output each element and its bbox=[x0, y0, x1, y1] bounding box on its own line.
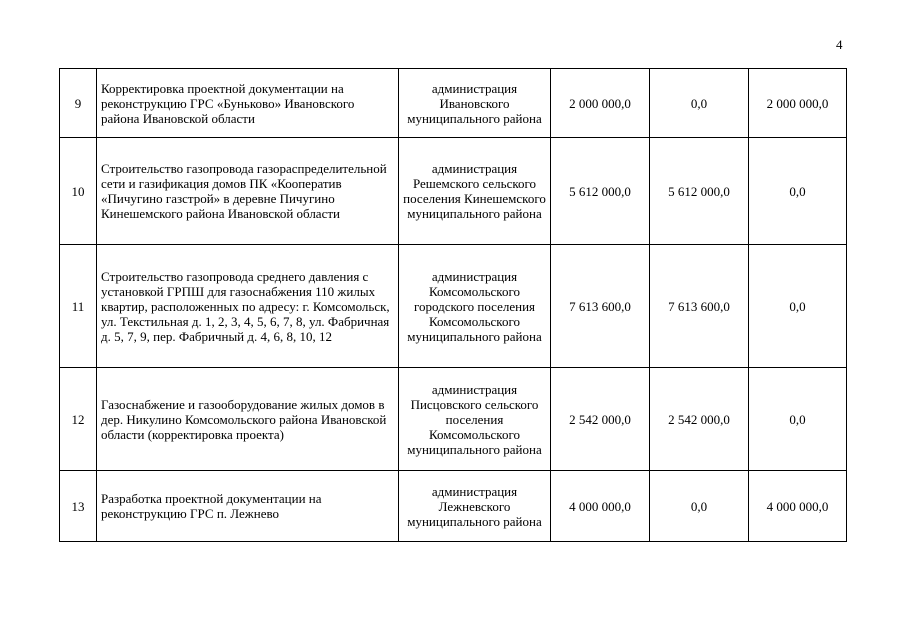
table-row bbox=[60, 471, 847, 542]
amount-column-2: 5 612 000,0 bbox=[650, 138, 749, 245]
amount-total: 2 000 000,0 bbox=[551, 69, 650, 138]
table-row bbox=[60, 138, 847, 245]
responsible-organization bbox=[399, 69, 551, 138]
project-name-text: Строительство газопровода газораспределительной сети и газификация домов ПК «Кооператив «Пичугино газстрой» в деревне Пичугино Кинешемского района Ивановской области bbox=[101, 161, 387, 221]
row-number: 9 bbox=[60, 69, 97, 138]
amount-column-2: 0,0 bbox=[650, 471, 749, 542]
amount-column-3: 0,0 bbox=[749, 138, 847, 245]
row-number: 12 bbox=[60, 368, 97, 471]
organization-text: администрация Решемского сельского поселения Кинешемского муниципального района bbox=[403, 161, 546, 221]
table-row bbox=[60, 69, 847, 138]
project-name-text: Разработка проектной документации на реконструкцию ГРС п. Лежнево bbox=[101, 491, 322, 521]
project-name-text: Корректировка проектной документации на реконструкцию ГРС «Буньково» Ивановского района Ивановской области bbox=[101, 80, 355, 126]
row-number: 11 bbox=[60, 245, 97, 368]
responsible-organization bbox=[399, 138, 551, 245]
amount-total: 2 542 000,0 bbox=[551, 368, 650, 471]
amount-column-3: 0,0 bbox=[749, 368, 847, 471]
project-name bbox=[97, 471, 399, 542]
page-number: 4 bbox=[836, 37, 843, 52]
organization-text: администрация Писцовского сельского поселения Комсомольского муниципального района bbox=[407, 381, 542, 457]
organization-text: администрация Комсомольского городского поселения Комсомольского муниципального района bbox=[407, 268, 542, 344]
amount-column-3: 2 000 000,0 bbox=[749, 69, 847, 138]
responsible-organization bbox=[399, 368, 551, 471]
amount-total: 7 613 600,0 bbox=[551, 245, 650, 368]
amount-total: 5 612 000,0 bbox=[551, 138, 650, 245]
project-name-text: Строительство газопровода среднего давления с установкой ГРПШ для газоснабжения 110 жилых квартир, расположенных по адресу: г. Комсомольск, ул. Текстильная д. 1, 2, 3, 4, 5, 6, 7, 8, ул. Фабричная д. 5, 7, 9, пер. Фабричный д. 4, 6, 8, 10, 12 bbox=[101, 268, 390, 344]
responsible-organization bbox=[399, 471, 551, 542]
amount-column-3: 4 000 000,0 bbox=[749, 471, 847, 542]
row-number: 13 bbox=[60, 471, 97, 542]
amount-column-2: 0,0 bbox=[650, 69, 749, 138]
amount-column-3: 0,0 bbox=[749, 245, 847, 368]
organization-text: администрация Ивановского муниципального района bbox=[407, 80, 542, 126]
organization-text: администрация Лежневского муниципального района bbox=[407, 483, 542, 529]
row-number: 10 bbox=[60, 138, 97, 245]
project-name bbox=[97, 69, 399, 138]
amount-column-2: 7 613 600,0 bbox=[650, 245, 749, 368]
project-name bbox=[97, 245, 399, 368]
amount-column-2: 2 542 000,0 bbox=[650, 368, 749, 471]
table-row bbox=[60, 368, 847, 471]
project-name bbox=[97, 138, 399, 245]
project-name-text: Газоснабжение и газооборудование жилых домов в дер. Никулино Комсомольского района Ивановской области (корректировка проекта) bbox=[101, 396, 387, 442]
table-row bbox=[60, 245, 847, 368]
project-name bbox=[97, 368, 399, 471]
funding-table bbox=[59, 68, 847, 542]
responsible-organization bbox=[399, 245, 551, 368]
amount-total: 4 000 000,0 bbox=[551, 471, 650, 542]
